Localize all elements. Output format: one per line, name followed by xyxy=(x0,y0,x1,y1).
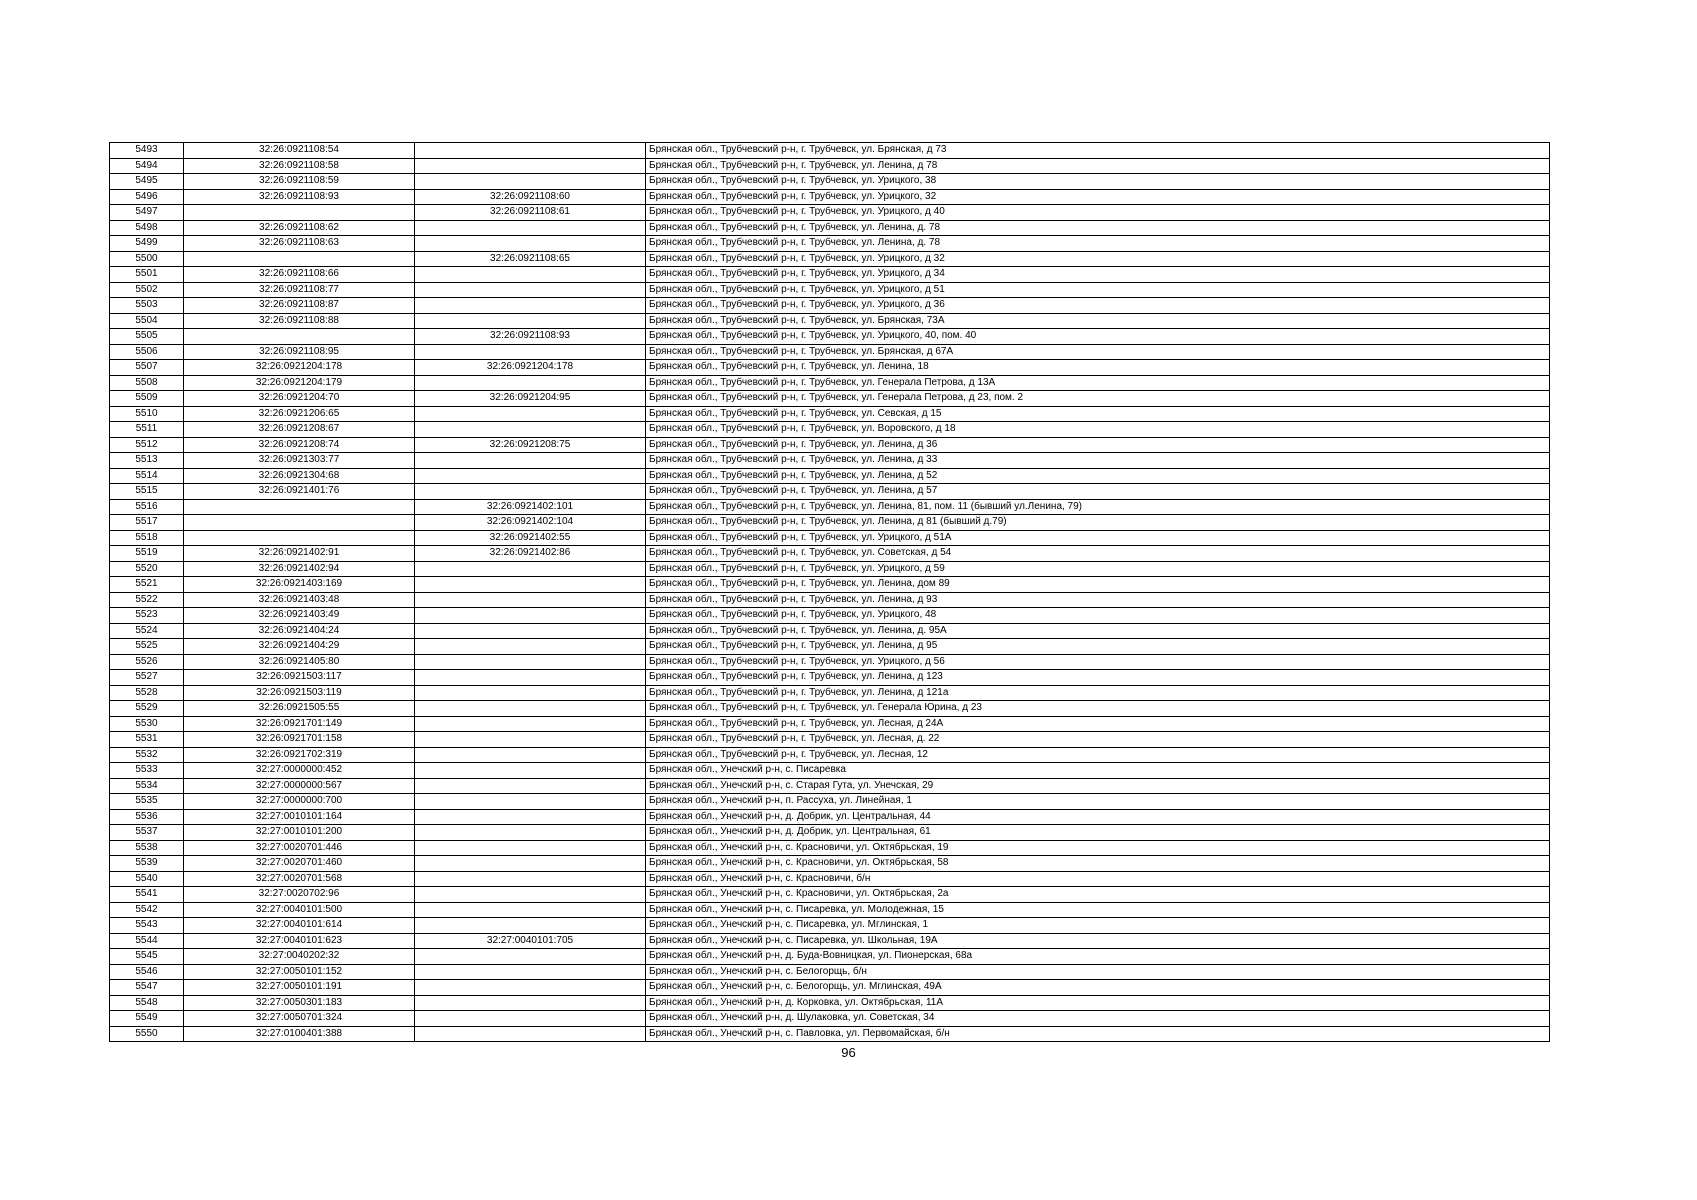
row-number-cell: 5513 xyxy=(110,453,184,469)
address-cell: Брянская обл., Трубчевский р-н, г. Трубчевск, ул. Генерала Петрова, д 13А xyxy=(646,375,1550,391)
cadastral-number-cell: 32:27:0010101:164 xyxy=(184,809,415,825)
table-row xyxy=(110,189,1550,205)
linked-cadastral-number-cell xyxy=(415,949,646,965)
address-cell: Брянская обл., Трубчевский р-н, г. Трубчевск, ул. Урицкого, д 40 xyxy=(646,205,1550,221)
linked-cadastral-number-cell xyxy=(415,654,646,670)
address-cell: Брянская обл., Трубчевский р-н, г. Трубчевск, ул. Ленина, д. 78 xyxy=(646,220,1550,236)
row-number-cell: 5544 xyxy=(110,933,184,949)
cadastral-number-cell: 32:27:0000000:452 xyxy=(184,763,415,779)
linked-cadastral-number-cell xyxy=(415,375,646,391)
table-row xyxy=(110,1011,1550,1027)
linked-cadastral-number-cell: 32:27:0040101:705 xyxy=(415,933,646,949)
address-cell: Брянская обл., Унечский р-н, с. Белогорщь, ул. Мглинская, 49А xyxy=(646,980,1550,996)
table-row xyxy=(110,732,1550,748)
address-cell: Брянская обл., Трубчевский р-н, г. Трубчевск, ул. Воровского, д 18 xyxy=(646,422,1550,438)
linked-cadastral-number-cell: 32:26:0921204:178 xyxy=(415,360,646,376)
address-cell: Брянская обл., Унечский р-н, д. Добрик, ул. Центральная, 44 xyxy=(646,809,1550,825)
address-cell: Брянская обл., Трубчевский р-н, г. Трубчевск, ул. Ленина, д 81 (бывший д.79) xyxy=(646,515,1550,531)
table-row xyxy=(110,484,1550,500)
row-number-cell: 5530 xyxy=(110,716,184,732)
cadastral-number-cell: 32:27:0040101:500 xyxy=(184,902,415,918)
address-cell: Брянская обл., Унечский р-н, д. Добрик, ул. Центральная, 61 xyxy=(646,825,1550,841)
linked-cadastral-number-cell xyxy=(415,236,646,252)
cadastral-number-cell: 32:26:0921402:94 xyxy=(184,561,415,577)
table-row xyxy=(110,623,1550,639)
table-row xyxy=(110,701,1550,717)
address-cell: Брянская обл., Трубчевский р-н, г. Трубчевск, ул. Урицкого, д 32 xyxy=(646,251,1550,267)
address-cell: Брянская обл., Трубчевский р-н, г. Трубчевск, ул. Урицкого, 38 xyxy=(646,174,1550,190)
cadastral-number-cell: 32:26:0921204:70 xyxy=(184,391,415,407)
linked-cadastral-number-cell xyxy=(415,577,646,593)
cadastral-number-cell: 32:26:0921204:179 xyxy=(184,375,415,391)
cadastral-number-cell xyxy=(184,329,415,345)
cadastral-number-cell: 32:26:0921303:77 xyxy=(184,453,415,469)
row-number-cell: 5509 xyxy=(110,391,184,407)
address-cell: Брянская обл., Унечский р-н, с. Красновичи, ул. Октябрьская, 2а xyxy=(646,887,1550,903)
row-number-cell: 5549 xyxy=(110,1011,184,1027)
cadastral-number-cell: 32:26:0921108:77 xyxy=(184,282,415,298)
cadastral-number-cell: 32:27:0000000:567 xyxy=(184,778,415,794)
row-number-cell: 5499 xyxy=(110,236,184,252)
address-cell: Брянская обл., Трубчевский р-н, г. Трубчевск, ул. Урицкого, д 51А xyxy=(646,530,1550,546)
address-cell: Брянская обл., Унечский р-н, с. Писаревка, ул. Мглинская, 1 xyxy=(646,918,1550,934)
row-number-cell: 5548 xyxy=(110,995,184,1011)
cadastral-number-cell: 32:26:0921701:158 xyxy=(184,732,415,748)
linked-cadastral-number-cell xyxy=(415,964,646,980)
table-row xyxy=(110,577,1550,593)
row-number-cell: 5501 xyxy=(110,267,184,283)
cadastral-number-cell xyxy=(184,205,415,221)
linked-cadastral-number-cell xyxy=(415,794,646,810)
cadastral-number-cell: 32:26:0921206:65 xyxy=(184,406,415,422)
row-number-cell: 5526 xyxy=(110,654,184,670)
linked-cadastral-number-cell xyxy=(415,856,646,872)
address-cell: Брянская обл., Трубчевский р-н, г. Трубчевск, ул. Ленина, д 57 xyxy=(646,484,1550,500)
table-row xyxy=(110,856,1550,872)
row-number-cell: 5522 xyxy=(110,592,184,608)
address-cell: Брянская обл., Трубчевский р-н, г. Трубчевск, ул. Урицкого, д 59 xyxy=(646,561,1550,577)
row-number-cell: 5542 xyxy=(110,902,184,918)
linked-cadastral-number-cell: 32:26:0921108:93 xyxy=(415,329,646,345)
address-cell: Брянская обл., Трубчевский р-н, г. Трубчевск, ул. Ленина, дом 89 xyxy=(646,577,1550,593)
row-number-cell: 5498 xyxy=(110,220,184,236)
table-row xyxy=(110,360,1550,376)
cadastral-number-cell: 32:26:0921108:58 xyxy=(184,158,415,174)
table-row xyxy=(110,220,1550,236)
row-number-cell: 5535 xyxy=(110,794,184,810)
cadastral-number-cell: 32:26:0921701:149 xyxy=(184,716,415,732)
cadastral-number-cell: 32:26:0921403:169 xyxy=(184,577,415,593)
cadastral-number-cell: 32:27:0050101:191 xyxy=(184,980,415,996)
address-cell: Брянская обл., Трубчевский р-н, г. Трубчевск, ул. Ленина, д. 78 xyxy=(646,236,1550,252)
row-number-cell: 5534 xyxy=(110,778,184,794)
row-number-cell: 5545 xyxy=(110,949,184,965)
table-row xyxy=(110,437,1550,453)
table-row xyxy=(110,933,1550,949)
linked-cadastral-number-cell xyxy=(415,871,646,887)
cadastral-number-cell: 32:26:0921108:87 xyxy=(184,298,415,314)
cadastral-number-cell: 32:26:0921108:88 xyxy=(184,313,415,329)
linked-cadastral-number-cell: 32:26:0921108:65 xyxy=(415,251,646,267)
linked-cadastral-number-cell xyxy=(415,918,646,934)
address-cell: Брянская обл., Трубчевский р-н, г. Трубчевск, ул. Урицкого, д 56 xyxy=(646,654,1550,670)
page-number: 96 xyxy=(841,1045,856,1060)
address-cell: Брянская обл., Трубчевский р-н, г. Трубчевск, ул. Ленина, 81, пом. 11 (бывший ул.Ленина, 79) xyxy=(646,499,1550,515)
row-number-cell: 5537 xyxy=(110,825,184,841)
row-number-cell: 5505 xyxy=(110,329,184,345)
cadastral-number-cell: 32:27:0040101:623 xyxy=(184,933,415,949)
address-cell: Брянская обл., Трубчевский р-н, г. Трубчевск, ул. Урицкого, д 36 xyxy=(646,298,1550,314)
linked-cadastral-number-cell xyxy=(415,158,646,174)
cadastral-number-cell: 32:26:0921503:117 xyxy=(184,670,415,686)
table-row xyxy=(110,809,1550,825)
cadastral-number-cell: 32:26:0921503:119 xyxy=(184,685,415,701)
linked-cadastral-number-cell: 32:26:0921402:86 xyxy=(415,546,646,562)
row-number-cell: 5541 xyxy=(110,887,184,903)
address-cell: Брянская обл., Унечский р-н, д. Шулаковка, ул. Советская, 34 xyxy=(646,1011,1550,1027)
table-row xyxy=(110,887,1550,903)
table-row xyxy=(110,902,1550,918)
table-row xyxy=(110,871,1550,887)
address-cell: Брянская обл., Трубчевский р-н, г. Трубчевск, ул. Советская, д 54 xyxy=(646,546,1550,562)
row-number-cell: 5523 xyxy=(110,608,184,624)
linked-cadastral-number-cell xyxy=(415,313,646,329)
row-number-cell: 5496 xyxy=(110,189,184,205)
linked-cadastral-number-cell xyxy=(415,406,646,422)
table-row xyxy=(110,778,1550,794)
address-cell: Брянская обл., Трубчевский р-н, г. Трубчевск, ул. Ленина, д 78 xyxy=(646,158,1550,174)
address-cell: Брянская обл., Трубчевский р-н, г. Трубчевск, ул. Ленина, д 95 xyxy=(646,639,1550,655)
cadastral-number-cell: 32:26:0921204:178 xyxy=(184,360,415,376)
row-number-cell: 5543 xyxy=(110,918,184,934)
row-number-cell: 5529 xyxy=(110,701,184,717)
row-number-cell: 5504 xyxy=(110,313,184,329)
table-row xyxy=(110,561,1550,577)
address-cell: Брянская обл., Унечский р-н, с. Белогорщь, б/н xyxy=(646,964,1550,980)
linked-cadastral-number-cell xyxy=(415,282,646,298)
cadastral-number-cell: 32:27:0050301:183 xyxy=(184,995,415,1011)
cadastral-number-cell: 32:26:0921108:59 xyxy=(184,174,415,190)
linked-cadastral-number-cell xyxy=(415,267,646,283)
address-cell: Брянская обл., Унечский р-н, с. Красновичи, ул. Октябрьская, 58 xyxy=(646,856,1550,872)
table-row xyxy=(110,685,1550,701)
address-cell: Брянская обл., Унечский р-н, с. Красновичи, б/н xyxy=(646,871,1550,887)
linked-cadastral-number-cell xyxy=(415,825,646,841)
linked-cadastral-number-cell xyxy=(415,685,646,701)
linked-cadastral-number-cell xyxy=(415,732,646,748)
table-row xyxy=(110,515,1550,531)
address-cell: Брянская обл., Трубчевский р-н, г. Трубчевск, ул. Ленина, д 93 xyxy=(646,592,1550,608)
table-row xyxy=(110,980,1550,996)
table-row xyxy=(110,639,1550,655)
table-row xyxy=(110,158,1550,174)
cadastral-number-cell: 32:27:0050701:324 xyxy=(184,1011,415,1027)
address-cell: Брянская обл., Трубчевский р-н, г. Трубчевск, ул. Лесная, д. 22 xyxy=(646,732,1550,748)
address-cell: Брянская обл., Унечский р-н, д. Буда-Вовницкая, ул. Пионерская, 68а xyxy=(646,949,1550,965)
table-row xyxy=(110,251,1550,267)
cadastral-number-cell: 32:26:0921404:29 xyxy=(184,639,415,655)
row-number-cell: 5532 xyxy=(110,747,184,763)
address-cell: Брянская обл., Унечский р-н, п. Рассуха, ул. Линейная, 1 xyxy=(646,794,1550,810)
address-cell: Брянская обл., Унечский р-н, с. Писаревка, ул. Школьная, 19А xyxy=(646,933,1550,949)
table-row xyxy=(110,282,1550,298)
address-cell: Брянская обл., Трубчевский р-н, г. Трубчевск, ул. Лесная, 12 xyxy=(646,747,1550,763)
table-row xyxy=(110,592,1550,608)
address-cell: Брянская обл., Трубчевский р-н, г. Трубчевск, ул. Севская, д 15 xyxy=(646,406,1550,422)
cadastral-number-cell: 32:26:0921108:62 xyxy=(184,220,415,236)
table-row xyxy=(110,344,1550,360)
table-row xyxy=(110,995,1550,1011)
cadastral-number-cell: 32:27:0100401:388 xyxy=(184,1026,415,1042)
cadastral-number-cell: 32:27:0040101:614 xyxy=(184,918,415,934)
table-row xyxy=(110,267,1550,283)
table-row xyxy=(110,313,1550,329)
row-number-cell: 5497 xyxy=(110,205,184,221)
cadastral-number-cell: 32:26:0921505:55 xyxy=(184,701,415,717)
row-number-cell: 5533 xyxy=(110,763,184,779)
cadastral-number-cell: 32:26:0921402:91 xyxy=(184,546,415,562)
address-cell: Брянская обл., Трубчевский р-н, г. Трубчевск, ул. Урицкого, 32 xyxy=(646,189,1550,205)
row-number-cell: 5507 xyxy=(110,360,184,376)
linked-cadastral-number-cell xyxy=(415,220,646,236)
cadastral-number-cell xyxy=(184,515,415,531)
linked-cadastral-number-cell xyxy=(415,422,646,438)
row-number-cell: 5510 xyxy=(110,406,184,422)
table-row xyxy=(110,406,1550,422)
linked-cadastral-number-cell xyxy=(415,902,646,918)
table-row xyxy=(110,608,1550,624)
property-table xyxy=(109,142,1550,1042)
linked-cadastral-number-cell xyxy=(415,468,646,484)
row-number-cell: 5528 xyxy=(110,685,184,701)
row-number-cell: 5536 xyxy=(110,809,184,825)
cadastral-number-cell: 32:26:0921401:76 xyxy=(184,484,415,500)
row-number-cell: 5525 xyxy=(110,639,184,655)
address-cell: Брянская обл., Трубчевский р-н, г. Трубчевск, ул. Генерала Петрова, д 23, пом. 2 xyxy=(646,391,1550,407)
cadastral-number-cell: 32:26:0921208:67 xyxy=(184,422,415,438)
linked-cadastral-number-cell xyxy=(415,623,646,639)
cadastral-number-cell: 32:26:0921405:80 xyxy=(184,654,415,670)
address-cell: Брянская обл., Трубчевский р-н, г. Трубчевск, ул. Лесная, д 24А xyxy=(646,716,1550,732)
cadastral-number-cell: 32:26:0921108:63 xyxy=(184,236,415,252)
row-number-cell: 5527 xyxy=(110,670,184,686)
cadastral-number-cell: 32:26:0921208:74 xyxy=(184,437,415,453)
row-number-cell: 5539 xyxy=(110,856,184,872)
row-number-cell: 5500 xyxy=(110,251,184,267)
row-number-cell: 5546 xyxy=(110,964,184,980)
linked-cadastral-number-cell: 32:26:0921108:60 xyxy=(415,189,646,205)
table-row xyxy=(110,763,1550,779)
address-cell: Брянская обл., Трубчевский р-н, г. Трубчевск, ул. Брянская, 73А xyxy=(646,313,1550,329)
cadastral-number-cell: 32:26:0921702:319 xyxy=(184,747,415,763)
address-cell: Брянская обл., Трубчевский р-н, г. Трубчевск, ул. Брянская, д 67А xyxy=(646,344,1550,360)
table-row xyxy=(110,468,1550,484)
linked-cadastral-number-cell: 32:26:0921402:104 xyxy=(415,515,646,531)
linked-cadastral-number-cell xyxy=(415,639,646,655)
linked-cadastral-number-cell: 32:26:0921108:61 xyxy=(415,205,646,221)
row-number-cell: 5502 xyxy=(110,282,184,298)
cadastral-number-cell xyxy=(184,499,415,515)
linked-cadastral-number-cell xyxy=(415,763,646,779)
row-number-cell: 5511 xyxy=(110,422,184,438)
address-cell: Брянская обл., Трубчевский р-н, г. Трубчевск, ул. Урицкого, д 34 xyxy=(646,267,1550,283)
cadastral-number-cell: 32:27:0040202:32 xyxy=(184,949,415,965)
row-number-cell: 5550 xyxy=(110,1026,184,1042)
table-row xyxy=(110,298,1550,314)
cadastral-number-cell: 32:26:0921108:54 xyxy=(184,143,415,159)
table-row xyxy=(110,205,1550,221)
address-cell: Брянская обл., Трубчевский р-н, г. Трубчевск, ул. Ленина, д 33 xyxy=(646,453,1550,469)
table-row xyxy=(110,499,1550,515)
address-cell: Брянская обл., Трубчевский р-н, г. Трубчевск, ул. Ленина, д 121а xyxy=(646,685,1550,701)
linked-cadastral-number-cell xyxy=(415,980,646,996)
table-row xyxy=(110,918,1550,934)
table-row xyxy=(110,174,1550,190)
row-number-cell: 5547 xyxy=(110,980,184,996)
table-row xyxy=(110,964,1550,980)
row-number-cell: 5493 xyxy=(110,143,184,159)
linked-cadastral-number-cell: 32:26:0921208:75 xyxy=(415,437,646,453)
row-number-cell: 5538 xyxy=(110,840,184,856)
row-number-cell: 5506 xyxy=(110,344,184,360)
linked-cadastral-number-cell xyxy=(415,887,646,903)
table-row xyxy=(110,422,1550,438)
address-cell: Брянская обл., Унечский р-н, с. Старая Гута, ул. Унечская, 29 xyxy=(646,778,1550,794)
row-number-cell: 5503 xyxy=(110,298,184,314)
linked-cadastral-number-cell xyxy=(415,1011,646,1027)
table-row xyxy=(110,530,1550,546)
linked-cadastral-number-cell xyxy=(415,344,646,360)
cadastral-number-cell: 32:26:0921108:95 xyxy=(184,344,415,360)
row-number-cell: 5494 xyxy=(110,158,184,174)
cadastral-number-cell: 32:27:0020701:460 xyxy=(184,856,415,872)
table-row xyxy=(110,654,1550,670)
row-number-cell: 5521 xyxy=(110,577,184,593)
table-row xyxy=(110,546,1550,562)
row-number-cell: 5524 xyxy=(110,623,184,639)
linked-cadastral-number-cell: 32:26:0921402:101 xyxy=(415,499,646,515)
linked-cadastral-number-cell xyxy=(415,561,646,577)
table-row xyxy=(110,949,1550,965)
table-row xyxy=(110,375,1550,391)
linked-cadastral-number-cell xyxy=(415,1026,646,1042)
linked-cadastral-number-cell: 32:26:0921204:95 xyxy=(415,391,646,407)
linked-cadastral-number-cell xyxy=(415,592,646,608)
row-number-cell: 5508 xyxy=(110,375,184,391)
linked-cadastral-number-cell xyxy=(415,747,646,763)
address-cell: Брянская обл., Трубчевский р-н, г. Трубчевск, ул. Ленина, д 36 xyxy=(646,437,1550,453)
table-row xyxy=(110,840,1550,856)
row-number-cell: 5516 xyxy=(110,499,184,515)
address-cell: Брянская обл., Трубчевский р-н, г. Трубчевск, ул. Ленина, д. 95А xyxy=(646,623,1550,639)
cadastral-number-cell: 32:26:0921404:24 xyxy=(184,623,415,639)
address-cell: Брянская обл., Унечский р-н, д. Корковка, ул. Октябрьская, 11А xyxy=(646,995,1550,1011)
cadastral-number-cell: 32:26:0921403:48 xyxy=(184,592,415,608)
linked-cadastral-number-cell xyxy=(415,716,646,732)
property-table-body xyxy=(110,143,1550,1042)
linked-cadastral-number-cell: 32:26:0921402:55 xyxy=(415,530,646,546)
row-number-cell: 5520 xyxy=(110,561,184,577)
linked-cadastral-number-cell xyxy=(415,298,646,314)
cadastral-number-cell xyxy=(184,530,415,546)
linked-cadastral-number-cell xyxy=(415,143,646,159)
cadastral-number-cell: 32:27:0010101:200 xyxy=(184,825,415,841)
cadastral-number-cell: 32:27:0020701:446 xyxy=(184,840,415,856)
cadastral-number-cell: 32:26:0921108:66 xyxy=(184,267,415,283)
row-number-cell: 5519 xyxy=(110,546,184,562)
table-row xyxy=(110,329,1550,345)
linked-cadastral-number-cell xyxy=(415,484,646,500)
cadastral-number-cell: 32:26:0921403:49 xyxy=(184,608,415,624)
row-number-cell: 5495 xyxy=(110,174,184,190)
linked-cadastral-number-cell xyxy=(415,701,646,717)
address-cell: Брянская обл., Унечский р-н, с. Писаревка, ул. Молодежная, 15 xyxy=(646,902,1550,918)
row-number-cell: 5540 xyxy=(110,871,184,887)
linked-cadastral-number-cell xyxy=(415,840,646,856)
cadastral-number-cell: 32:27:0020702:96 xyxy=(184,887,415,903)
address-cell: Брянская обл., Унечский р-н, с. Писаревка xyxy=(646,763,1550,779)
table-row xyxy=(110,747,1550,763)
table-row xyxy=(110,716,1550,732)
address-cell: Брянская обл., Трубчевский р-н, г. Трубчевск, ул. Ленина, 18 xyxy=(646,360,1550,376)
cadastral-number-cell xyxy=(184,251,415,267)
table-row xyxy=(110,143,1550,159)
address-cell: Брянская обл., Трубчевский р-н, г. Трубчевск, ул. Урицкого, 40, пом. 40 xyxy=(646,329,1550,345)
row-number-cell: 5517 xyxy=(110,515,184,531)
table-row xyxy=(110,236,1550,252)
table-row xyxy=(110,825,1550,841)
address-cell: Брянская обл., Унечский р-н, с. Красновичи, ул. Октябрьская, 19 xyxy=(646,840,1550,856)
table-row xyxy=(110,453,1550,469)
row-number-cell: 5531 xyxy=(110,732,184,748)
table-row xyxy=(110,670,1550,686)
address-cell: Брянская обл., Трубчевский р-н, г. Трубчевск, ул. Брянская, д 73 xyxy=(646,143,1550,159)
row-number-cell: 5518 xyxy=(110,530,184,546)
row-number-cell: 5514 xyxy=(110,468,184,484)
address-cell: Брянская обл., Трубчевский р-н, г. Трубчевск, ул. Урицкого, д 51 xyxy=(646,282,1550,298)
address-cell: Брянская обл., Трубчевский р-н, г. Трубчевск, ул. Урицкого, 48 xyxy=(646,608,1550,624)
address-cell: Брянская обл., Трубчевский р-н, г. Трубчевск, ул. Ленина, д 52 xyxy=(646,468,1550,484)
row-number-cell: 5512 xyxy=(110,437,184,453)
address-cell: Брянская обл., Унечский р-н, с. Павловка, ул. Первомайская, б/н xyxy=(646,1026,1550,1042)
linked-cadastral-number-cell xyxy=(415,809,646,825)
address-cell: Брянская обл., Трубчевский р-н, г. Трубчевск, ул. Ленина, д 123 xyxy=(646,670,1550,686)
cadastral-number-cell: 32:27:0000000:700 xyxy=(184,794,415,810)
linked-cadastral-number-cell xyxy=(415,174,646,190)
table-row xyxy=(110,794,1550,810)
row-number-cell: 5515 xyxy=(110,484,184,500)
linked-cadastral-number-cell xyxy=(415,778,646,794)
linked-cadastral-number-cell xyxy=(415,608,646,624)
linked-cadastral-number-cell xyxy=(415,453,646,469)
linked-cadastral-number-cell xyxy=(415,670,646,686)
cadastral-number-cell: 32:27:0020701:568 xyxy=(184,871,415,887)
cadastral-number-cell: 32:26:0921304:68 xyxy=(184,468,415,484)
linked-cadastral-number-cell xyxy=(415,995,646,1011)
cadastral-number-cell: 32:27:0050101:152 xyxy=(184,964,415,980)
address-cell: Брянская обл., Трубчевский р-н, г. Трубчевск, ул. Генерала Юрина, д 23 xyxy=(646,701,1550,717)
table-row xyxy=(110,391,1550,407)
cadastral-number-cell: 32:26:0921108:93 xyxy=(184,189,415,205)
table-row xyxy=(110,1026,1550,1042)
